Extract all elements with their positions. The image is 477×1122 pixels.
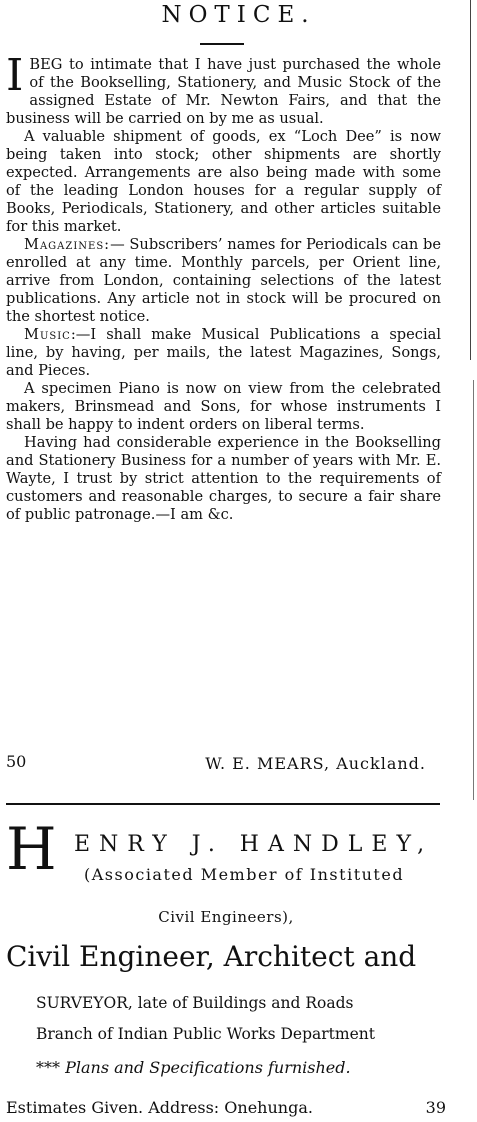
handley-surveyor: SURVEYOR, late of Buildings and Roads bbox=[36, 994, 354, 1012]
handley-branch: Branch of Indian Public Works Department bbox=[36, 1025, 375, 1043]
column-rule-lower bbox=[473, 380, 474, 800]
title-rule bbox=[200, 43, 244, 45]
column-rule bbox=[470, 0, 471, 360]
ad-number: 50 bbox=[6, 752, 27, 771]
notice-paragraph-4 bbox=[6, 326, 441, 380]
notice-paragraph-5: A specimen Piano is now on view from the celebrated makers, Brinsmead and Sons, for whose instruments I shall be happy to indent orders on liberal terms. bbox=[6, 380, 441, 433]
notice-paragraph-3 bbox=[6, 236, 441, 326]
handley-number: 39 bbox=[425, 1098, 446, 1117]
notice-p1-text: BEG to intimate that I have just purchased the whole of the Bookselling, Stationery, and Music Stock of the assigned Estate of Mr. Newton Fairs, and that the business will be carried on by me as usual. bbox=[6, 56, 441, 127]
notice-dropcap: I bbox=[6, 50, 24, 101]
notice-paragraph-6: Having had considerable experience in the Bookselling and Stationery Business for a number of years with Mr. E. Wayte, I trust by strict attention to the requirements of customers and reasonable charges, to secure a fair share of public patronage.—I am &c. bbox=[6, 434, 441, 523]
music-heading: Music bbox=[24, 326, 71, 343]
signature: W. E. MEARS, Auckland. bbox=[205, 754, 426, 773]
handley-civil-engineers: Civil Engineers), bbox=[158, 908, 294, 926]
notice-paragraph-2: A valuable shipment of goods, ex “Loch Dee” is now being taken into stock; other shipments are shortly expected. Arrangements are also being made with some of the leading London houses for a regular supply of Books, Periodicals, Stationery, and other articles suitable for this market. bbox=[6, 128, 441, 235]
handley-name: ENRY J. HANDLEY, bbox=[74, 832, 434, 857]
handley-associated: (Associated Member of Instituted bbox=[84, 865, 405, 884]
notice-body bbox=[6, 50, 441, 524]
handley-headline: Civil Engineer, Architect and bbox=[6, 940, 417, 973]
music-text: :—I shall make Musical Publications a special line, by having, per mails, the latest Magazines, Songs, and Pieces. bbox=[6, 326, 441, 379]
notice-paragraph-1 bbox=[6, 50, 441, 128]
notice-title: NOTICE. bbox=[161, 2, 316, 28]
handley-dropcap: H bbox=[6, 815, 57, 883]
ad-separator bbox=[6, 803, 440, 805]
magazines-heading: Magazines: bbox=[24, 236, 111, 253]
handley-plans: *** Plans and Specifications furnished. bbox=[36, 1058, 351, 1077]
handley-address: Estimates Given. Address: Onehunga. bbox=[6, 1098, 313, 1117]
magazines-text: — Subscribers’ names for Periodicals can be enrolled at any time. Monthly parcels, per Orient line, arrive from London, containing selections of the latest publications. Any article not in stock will be procured on the shortest notice. bbox=[6, 236, 441, 325]
